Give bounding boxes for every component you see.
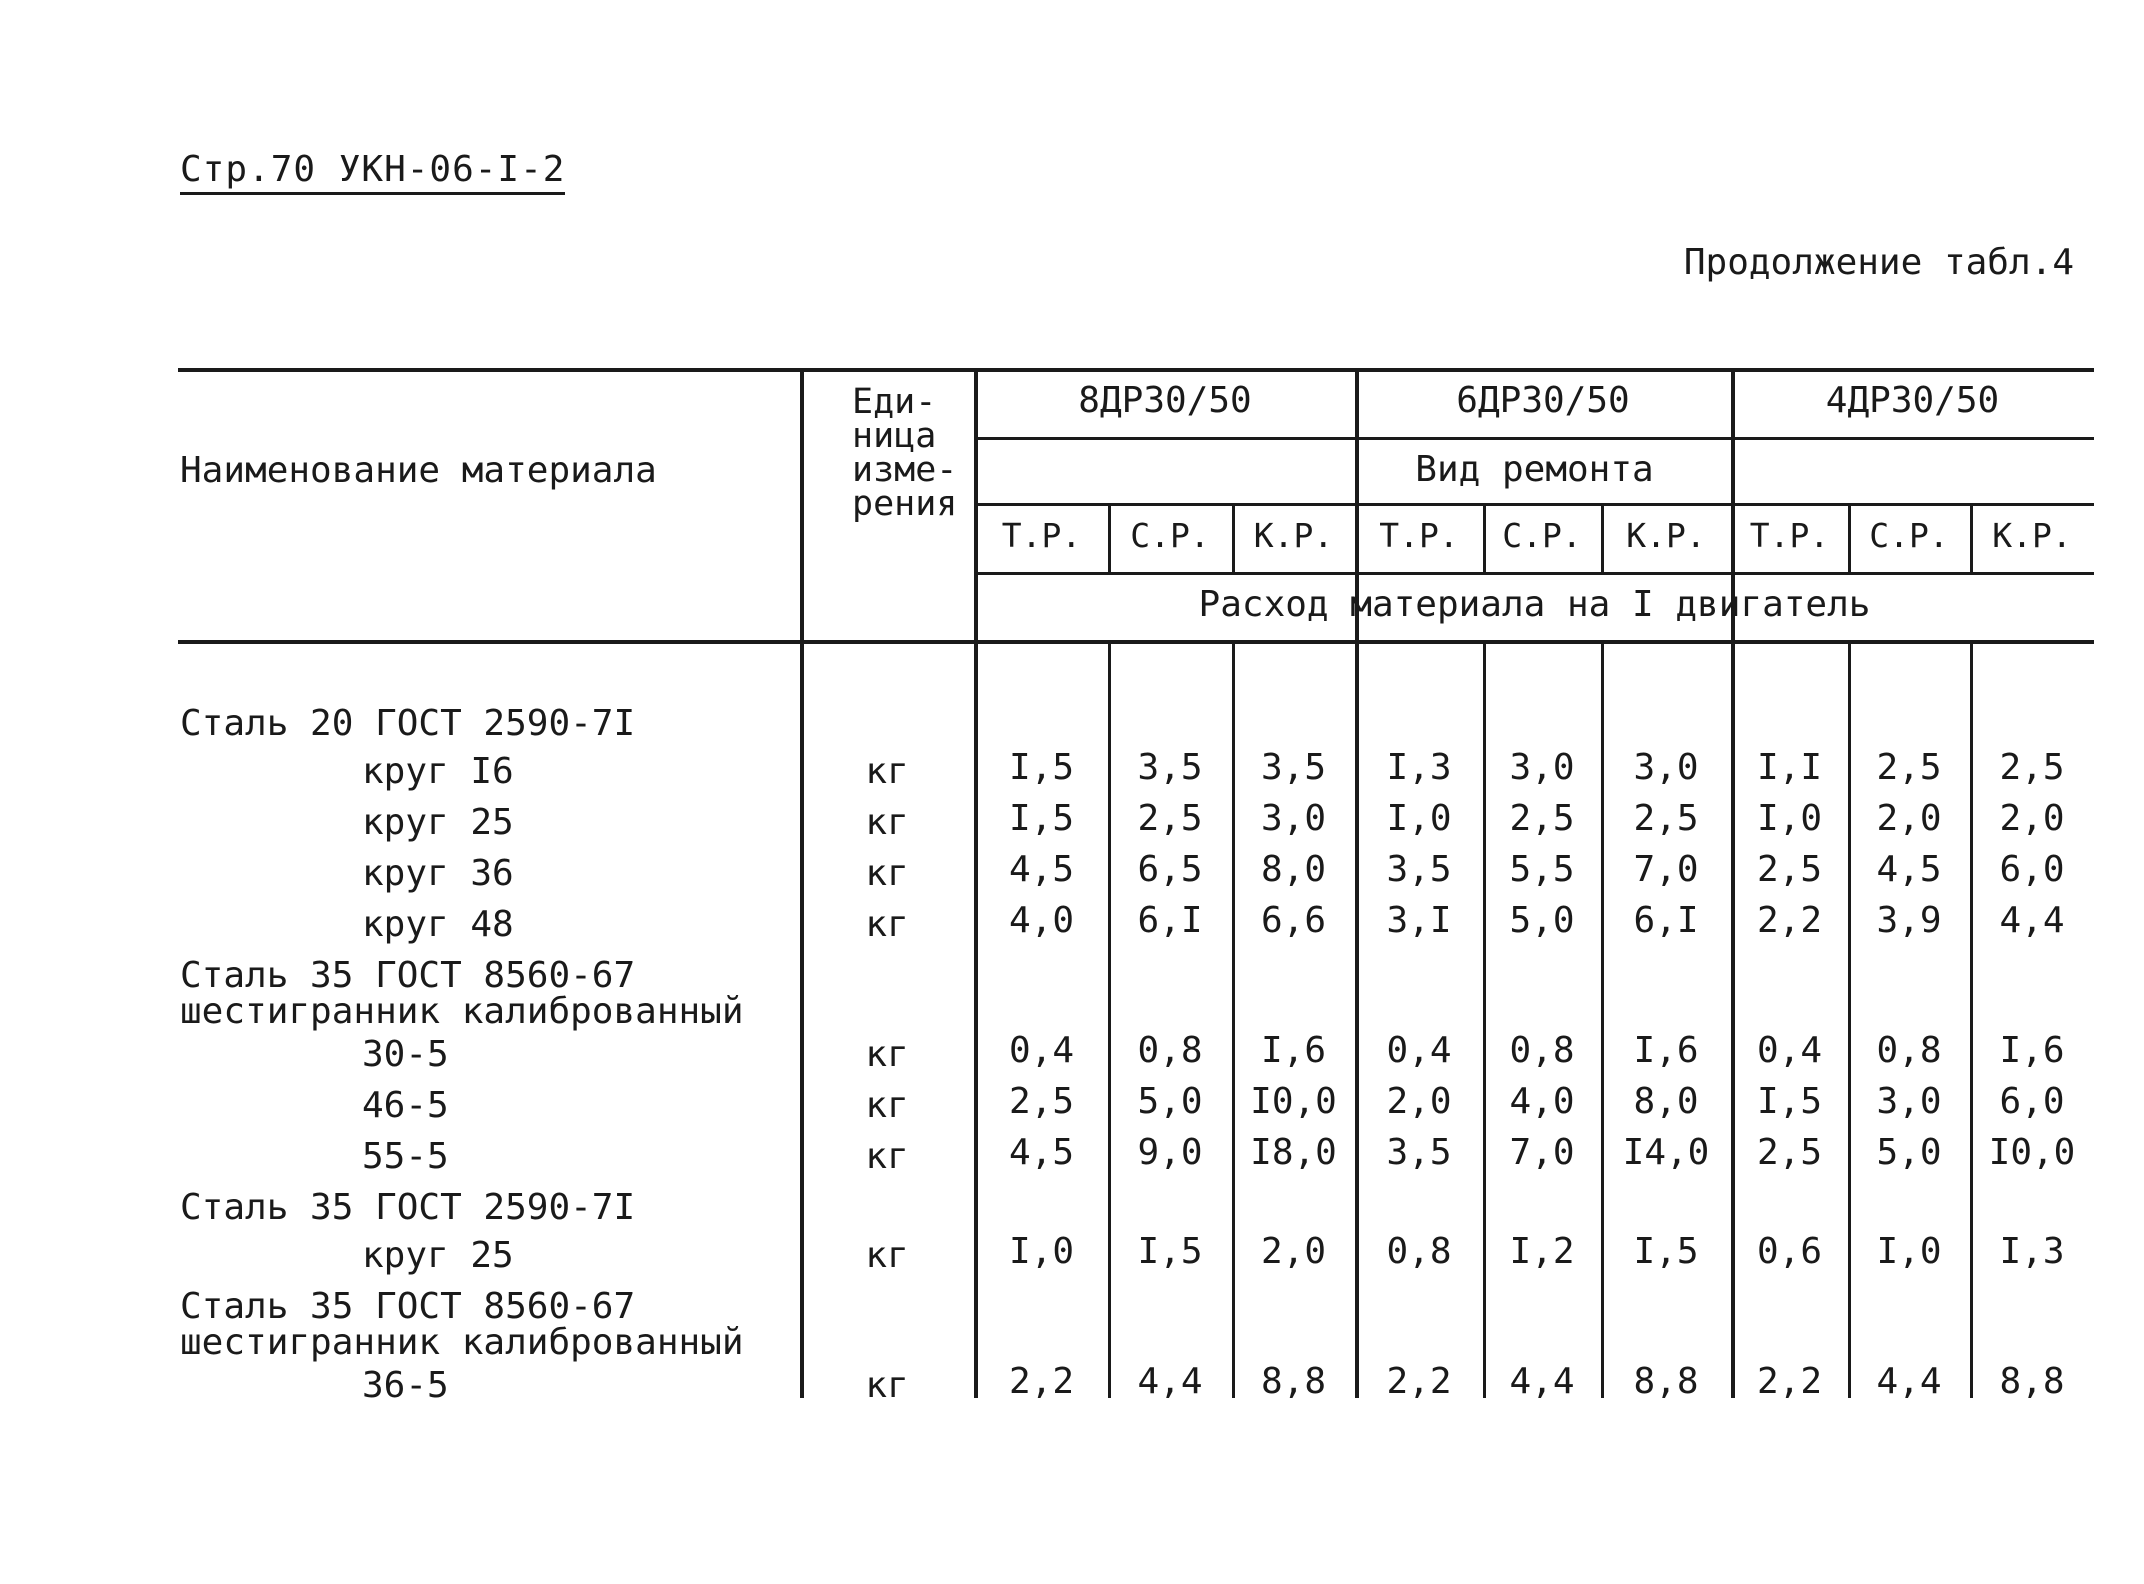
consumption-value: 8,8 bbox=[1260, 1361, 1327, 1402]
consumption-value: 6,6 bbox=[1260, 900, 1327, 941]
consumption-value: 0,4 bbox=[1756, 1030, 1823, 1071]
consumption-value: 0,6 bbox=[1756, 1231, 1823, 1272]
table-continuation-label: Продолжение табл.4 bbox=[1683, 242, 2074, 283]
consumption-value: 4,5 bbox=[1008, 849, 1075, 890]
material-group-label: шестигранник калиброванный bbox=[180, 991, 744, 1032]
consumption-value: 5,0 bbox=[1876, 1132, 1942, 1173]
consumption-value: I,0 bbox=[1008, 1231, 1075, 1272]
material-item-name: круг 25 bbox=[362, 1235, 514, 1276]
consumption-value: 2,5 bbox=[1756, 849, 1823, 890]
repair-types-rule bbox=[975, 572, 2094, 575]
consumption-value: I8,0 bbox=[1250, 1132, 1337, 1173]
consumption-value: 5,5 bbox=[1509, 849, 1575, 890]
material-item-name: круг 25 bbox=[362, 802, 514, 843]
consumption-value: I,5 bbox=[1008, 798, 1075, 839]
page-reference: Стр.70 УКН-06-I-2 bbox=[180, 150, 565, 195]
unit-cell: кг bbox=[865, 1085, 909, 1126]
consumption-value: 6,I bbox=[1633, 900, 1699, 941]
material-item-name: круг 48 bbox=[362, 904, 514, 945]
engine-model-header: 6ДР30/50 bbox=[1456, 380, 1630, 421]
repair-type-label: К.Р. bbox=[1253, 516, 1334, 555]
consumption-value: 2,5 bbox=[1008, 1081, 1075, 1122]
consumption-value: 8,0 bbox=[1260, 849, 1327, 890]
consumption-value: 7,0 bbox=[1509, 1132, 1575, 1173]
consumption-value: 3,I bbox=[1386, 900, 1452, 941]
consumption-value: 3,5 bbox=[1386, 849, 1452, 890]
consumption-value: 2,0 bbox=[1876, 798, 1942, 839]
repair-type-label: Т.Р. bbox=[1749, 516, 1830, 555]
consumption-value: 2,0 bbox=[1999, 798, 2065, 839]
consumption-value: I,5 bbox=[1008, 747, 1075, 788]
consumption-value: 2,5 bbox=[1509, 798, 1575, 839]
header-bottom-rule bbox=[178, 640, 2094, 644]
consumption-value: 6,0 bbox=[1999, 849, 2065, 890]
material-item-name: круг 36 bbox=[362, 853, 514, 894]
consumption-value: 2,5 bbox=[1999, 747, 2065, 788]
material-item-name: 36-5 bbox=[362, 1365, 449, 1406]
consumption-value: 4,4 bbox=[1876, 1361, 1942, 1402]
consumption-value: 5,0 bbox=[1509, 900, 1575, 941]
repair-type-header: Вид ремонта bbox=[1415, 449, 1654, 490]
consumption-value: 6,I bbox=[1137, 900, 1203, 941]
consumption-value: 3,0 bbox=[1633, 747, 1699, 788]
consumption-value: I,3 bbox=[1386, 747, 1452, 788]
repair-type-label: К.Р. bbox=[1626, 516, 1706, 555]
consumption-value: 3,5 bbox=[1386, 1132, 1452, 1173]
repair-type-label: Т.Р. bbox=[1379, 516, 1459, 555]
consumption-value: 9,0 bbox=[1137, 1132, 1203, 1173]
consumption-value: 0,8 bbox=[1876, 1030, 1942, 1071]
consumption-value: 8,8 bbox=[1999, 1361, 2065, 1402]
consumption-value: I,6 bbox=[1260, 1030, 1327, 1071]
consumption-value: I,3 bbox=[1999, 1231, 2065, 1272]
consumption-header: Расход материала на I двигатель bbox=[1198, 584, 1871, 625]
consumption-value: 4,0 bbox=[1008, 900, 1075, 941]
unit-header-line: Еди- bbox=[852, 382, 937, 422]
unit-header-line: ница bbox=[852, 416, 937, 456]
consumption-value: 2,2 bbox=[1386, 1361, 1452, 1402]
consumption-value: 6,0 bbox=[1999, 1081, 2065, 1122]
consumption-value: 4,5 bbox=[1008, 1132, 1075, 1173]
consumption-value: 0,4 bbox=[1008, 1030, 1075, 1071]
unit-cell: кг bbox=[865, 853, 909, 894]
material-group-label: Сталь 35 ГОСТ 8560-67 bbox=[180, 1286, 636, 1327]
consumption-value: I,0 bbox=[1756, 798, 1823, 839]
engine-model-header: 4ДР30/50 bbox=[1825, 380, 2000, 421]
consumption-value: 4,4 bbox=[1509, 1361, 1575, 1402]
consumption-value: 2,5 bbox=[1633, 798, 1699, 839]
material-item-name: 55-5 bbox=[362, 1136, 449, 1177]
material-item-name: 30-5 bbox=[362, 1034, 449, 1075]
unit-header-line: рения bbox=[852, 484, 958, 524]
consumption-value: 2,5 bbox=[1137, 798, 1203, 839]
consumption-value: I0,0 bbox=[1250, 1081, 1337, 1122]
engine-model-header: 8ДР30/50 bbox=[1078, 380, 1252, 421]
consumption-value: I,I bbox=[1756, 747, 1823, 788]
repair-type-label: С.Р. bbox=[1130, 516, 1210, 555]
consumption-value: 0,8 bbox=[1509, 1030, 1575, 1071]
consumption-value: 6,5 bbox=[1137, 849, 1203, 890]
consumption-value: 2,5 bbox=[1876, 747, 1942, 788]
unit-cell: кг bbox=[865, 751, 909, 792]
unit-cell: кг bbox=[865, 1034, 909, 1075]
unit-cell: кг bbox=[865, 1235, 909, 1276]
repair-type-label: К.Р. bbox=[1992, 516, 2072, 555]
unit-cell: кг bbox=[865, 802, 909, 843]
material-group-label: Сталь 35 ГОСТ 2590-7I bbox=[180, 1187, 636, 1228]
consumption-value: I,5 bbox=[1633, 1231, 1699, 1272]
repair-type-label: С.Р. bbox=[1869, 516, 1949, 555]
consumption-value: I4,0 bbox=[1622, 1132, 1710, 1173]
consumption-value: 4,4 bbox=[1137, 1361, 1203, 1402]
material-group-label: шестигранник калиброванный bbox=[180, 1322, 744, 1363]
consumption-value: 0,4 bbox=[1386, 1030, 1452, 1071]
consumption-value: 2,2 bbox=[1756, 1361, 1823, 1402]
consumption-value: 4,0 bbox=[1509, 1081, 1575, 1122]
material-group-label: Сталь 20 ГОСТ 2590-7I bbox=[180, 703, 636, 744]
consumption-value: I0,0 bbox=[1988, 1132, 2076, 1173]
material-item-name: круг I6 bbox=[362, 751, 514, 792]
consumption-value: 7,0 bbox=[1633, 849, 1699, 890]
consumption-value: 2,5 bbox=[1756, 1132, 1823, 1173]
material-group-label: Сталь 35 ГОСТ 8560-67 bbox=[180, 955, 636, 996]
consumption-value: 3,0 bbox=[1260, 798, 1327, 839]
consumption-value: 8,8 bbox=[1633, 1361, 1699, 1402]
repair-type-label: Т.Р. bbox=[1001, 516, 1082, 555]
consumption-value: 0,8 bbox=[1137, 1030, 1203, 1071]
consumption-value: I,6 bbox=[1999, 1030, 2065, 1071]
consumption-value: I,6 bbox=[1633, 1030, 1699, 1071]
consumption-value: 4,5 bbox=[1876, 849, 1942, 890]
unit-cell: кг bbox=[865, 904, 909, 945]
consumption-value: 3,0 bbox=[1876, 1081, 1942, 1122]
consumption-value: 0,8 bbox=[1386, 1231, 1452, 1272]
unit-cell: кг bbox=[865, 1136, 909, 1177]
consumption-value: 3,0 bbox=[1509, 747, 1575, 788]
repair-type-label: С.Р. bbox=[1502, 516, 1582, 555]
consumption-value: 4,4 bbox=[1999, 900, 2065, 941]
consumption-value: 2,2 bbox=[1008, 1361, 1075, 1402]
consumption-value: I,0 bbox=[1876, 1231, 1942, 1272]
material-column-header: Наименование материала bbox=[180, 450, 657, 491]
consumption-value: 2,2 bbox=[1756, 900, 1823, 941]
consumption-value: 3,9 bbox=[1876, 900, 1942, 941]
repair-header-rule bbox=[975, 503, 2094, 506]
consumption-value: 3,5 bbox=[1137, 747, 1203, 788]
consumption-value: I,0 bbox=[1386, 798, 1452, 839]
consumption-value: 8,0 bbox=[1633, 1081, 1699, 1122]
unit-column-header bbox=[852, 382, 958, 524]
consumption-value: I,2 bbox=[1509, 1231, 1575, 1272]
table-top-rule bbox=[178, 368, 2094, 372]
consumption-value: 5,0 bbox=[1137, 1081, 1203, 1122]
consumption-value: I,5 bbox=[1756, 1081, 1823, 1122]
consumption-value: 2,0 bbox=[1386, 1081, 1452, 1122]
engine-header-rule bbox=[975, 437, 2094, 440]
material-item-name: 46-5 bbox=[362, 1085, 449, 1126]
consumption-value: I,5 bbox=[1137, 1231, 1203, 1272]
consumption-value: 3,5 bbox=[1260, 747, 1327, 788]
unit-header-line: изме- bbox=[852, 450, 958, 490]
unit-cell: кг bbox=[865, 1365, 909, 1406]
consumption-value: 2,0 bbox=[1260, 1231, 1327, 1272]
